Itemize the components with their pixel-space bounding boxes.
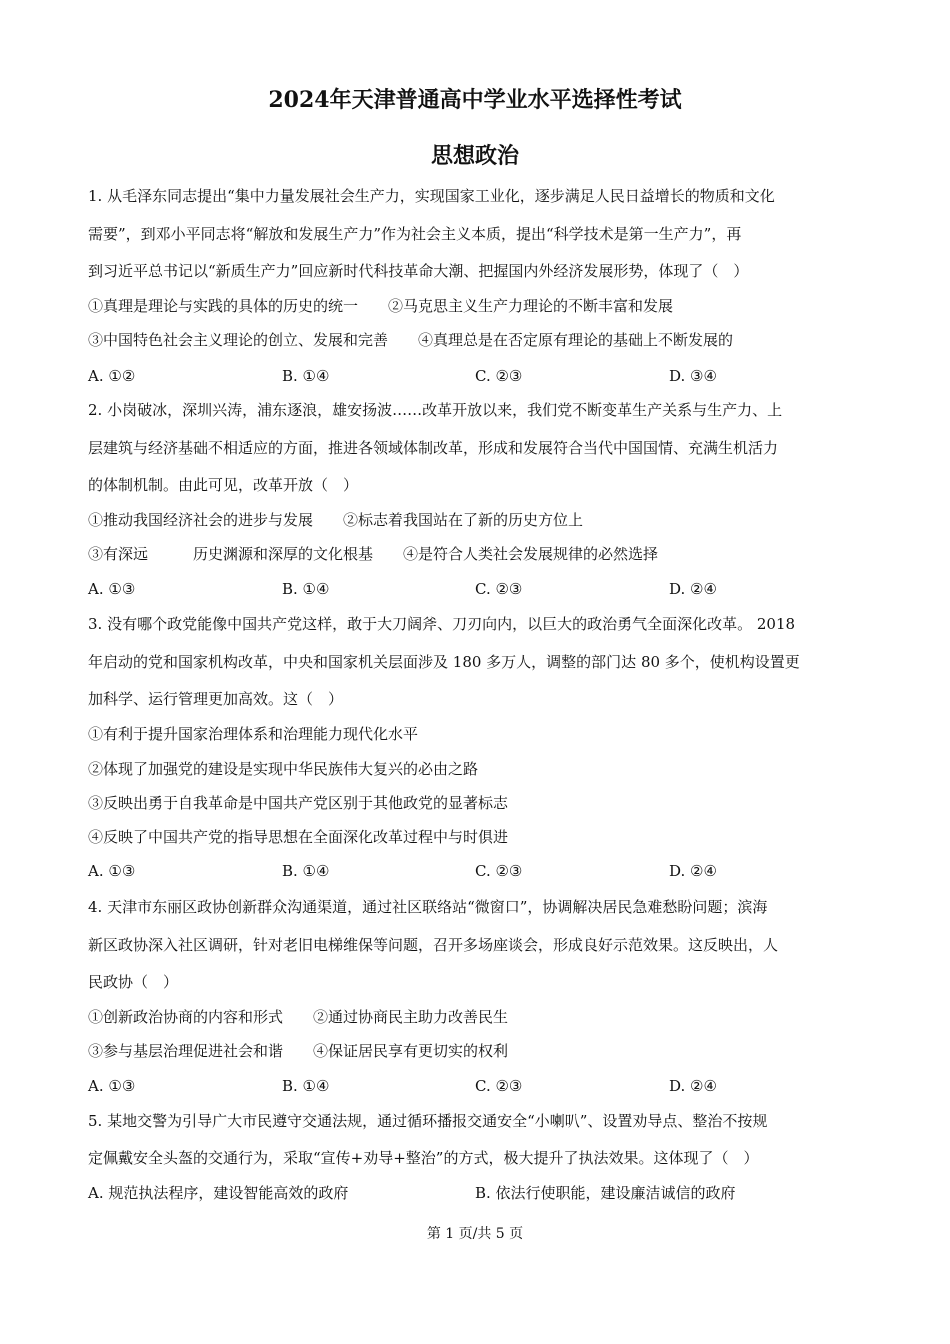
choice-c: C. ②③ xyxy=(475,367,523,385)
question-text-line: 民政协（ ） xyxy=(88,973,179,991)
choice-c: C. ②③ xyxy=(475,862,523,880)
question-text-line: 4. 天津市东丽区政协创新群众沟通渠道，通过社区联络站“微窗口”，协调解决居民急难愁盼问题；滨海 xyxy=(88,898,768,916)
statement-line: ③反映出勇于自我革命是中国共产党区别于其他政党的显著标志 xyxy=(88,794,509,812)
choice-d: D. ②④ xyxy=(669,862,717,880)
choice-b: B. ①④ xyxy=(282,862,330,880)
choice-d: D. ③④ xyxy=(669,367,717,385)
choice-a: A. ①③ xyxy=(88,1077,136,1095)
question-text-line: 新区政协深入社区调研，针对老旧电梯维保等问题，召开多场座谈会，形成良好示范效果。这反映出，人 xyxy=(88,936,779,954)
choice-a: A. ①③ xyxy=(88,862,136,880)
statement-line: ②体现了加强党的建设是实现中华民族伟大复兴的必由之路 xyxy=(88,760,479,778)
choice-b: B. ①④ xyxy=(282,580,330,598)
question-text-line: 层建筑与经济基础不相适应的方面，推进各领域体制改革，形成和发展符合当代中国国情、充满生机活力 xyxy=(88,439,779,457)
question-text-line: 1. 从毛泽东同志提出“集中力量发展社会生产力，实现国家工业化，逐步满足人民日益增长的物质和文化 xyxy=(88,187,775,205)
question-text-line: 5. 某地交警为引导广大市民遵守交通法规，通过循环播报交通安全“小喇叭”、设置劝导点、整治不按规 xyxy=(88,1112,768,1130)
exam-title: 2024年天津普通高中学业水平选择性考试 xyxy=(268,87,682,113)
question-text-line: 的体制机制。由此可见，改革开放（ ） xyxy=(88,476,359,494)
question-text-line: 定佩戴安全头盔的交通行为，采取“宣传+劝导+整治”的方式，极大提升了执法效果。这体现了（ ） xyxy=(88,1149,759,1167)
subject-title: 思想政治 xyxy=(430,143,519,169)
statement-line: ①有利于提升国家治理体系和治理能力现代化水平 xyxy=(88,725,419,743)
page-number: 第 1 页/共 5 页 xyxy=(426,1226,524,1242)
statement-line: ①推动我国经济社会的进步与发展 ②标志着我国站在了新的历史方位上 xyxy=(88,511,584,529)
choice-b: B. ①④ xyxy=(282,1077,330,1095)
question-text-line: 2. 小岗破冰，深圳兴涛，浦东逐浪，雄安扬波……改革开放以来，我们党不断变革生产关系与生产力、上 xyxy=(88,401,783,419)
choice-a: A. ①③ xyxy=(88,580,136,598)
question-text-line: 需要”，到邓小平同志将“解放和发展生产力”作为社会主义本质，提出“科学技术是第一生产力”，再 xyxy=(88,225,742,243)
question-text-line: 加科学、运行管理更加高效。这（ ） xyxy=(88,690,344,708)
question-text-line: 到习近平总书记以“新质生产力”回应新时代科技革命大潮、把握国内外经济发展形势，体现了（ ） xyxy=(88,262,749,280)
choice-b: B. ①④ xyxy=(282,367,330,385)
choice-d: D. ②④ xyxy=(669,1077,717,1095)
choice-a: A. ①② xyxy=(88,367,136,385)
choice-b: B. 依法行使职能，建设廉洁诚信的政府 xyxy=(475,1184,736,1202)
choice-d: D. ②④ xyxy=(669,580,717,598)
choice-c: C. ②③ xyxy=(475,580,523,598)
choice-c: C. ②③ xyxy=(475,1077,523,1095)
question-text-line: 年启动的党和国家机构改革，中央和国家机关层面涉及 180 多万人，调整的部门达 80 多个，使机构设置更 xyxy=(88,653,800,671)
statement-line: ③中国特色社会主义理论的创立、发展和完善 ④真理总是在否定原有理论的基础上不断发展的 xyxy=(88,331,734,349)
statement-line: ①真理是理论与实践的具体的历史的统一 ②马克思主义生产力理论的不断丰富和发展 xyxy=(88,297,674,315)
statement-line: ④反映了中国共产党的指导思想在全面深化改革过程中与时俱进 xyxy=(88,828,509,846)
question-text-line: 3. 没有哪个政党能像中国共产党这样，敢于大刀阔斧、刀刃向内，以巨大的政治勇气全面深化改革。 2018 xyxy=(88,615,796,633)
statement-line: ③有深远 历史渊源和深厚的文化根基 ④是符合人类社会发展规律的必然选择 xyxy=(88,545,659,563)
statement-line: ③参与基层治理促进社会和谐 ④保证居民享有更切实的权利 xyxy=(88,1042,509,1060)
choice-a: A. 规范执法程序，建设智能高效的政府 xyxy=(88,1184,349,1202)
statement-line: ①创新政治协商的内容和形式 ②通过协商民主助力改善民生 xyxy=(88,1008,509,1026)
